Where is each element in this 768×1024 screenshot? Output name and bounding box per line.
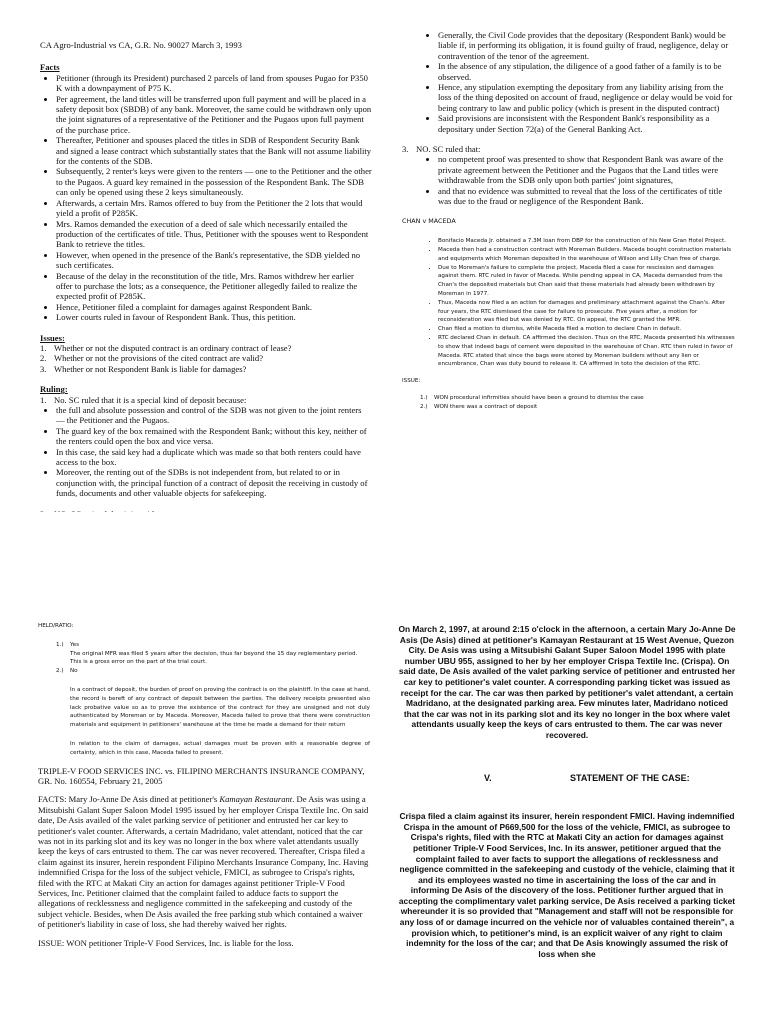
list-item: • Thereafter, Petitioner and spouses placed the titles in SDB of Respondent Security Bank and signed a lease contract which substantially states that the Bank will not assume liability for the contents of the SDB.	[56, 135, 372, 166]
case-title-triple-v: TRIPLE-V FOOD SERVICES INC. vs. FILIPINO MERCHANTS INSURANCE COMPANY, GR. No. 160554, February 21, 2005	[38, 765, 365, 786]
held2-paragraph: In a contract of deposit, the burden of proof on proving the contract is on the plaintiff. In the case at hand, the record is bereft of any contract of deposit between the parties. The delivery receipts presented also lack probative value so as to prove the existence of the contract for they are unsigned and not duly authenticated by Moreman or by Maceda. Moreover, Maceda failed to prove that there were construction materials and equipment in petitioners' warehouse at the time he made a demand for their return	[70, 686, 370, 729]
ruling1-list	[40, 405, 372, 499]
facts-list	[40, 73, 372, 323]
list-item: • The guard key of the box remained with the Respondent Bank; without this key, neither of the renters could open the box and vice versa.	[56, 426, 372, 447]
section-heading	[398, 773, 736, 784]
page-bottom	[0, 512, 768, 1024]
list-item: • Afterwards, a certain Mrs. Ramos offered to buy from the Petitioner the 2 lots that would yield a profit of P285K.	[56, 198, 372, 219]
bottom-right-column	[398, 624, 736, 1022]
list-item: • Mrs. Ramos demanded the execution of a deed of sale which necessarily entailed the production of the certificates of title. Thus, Petitioner with the spouses went to Respondent Bank to retrieve the titles.	[56, 219, 372, 250]
case-title-chan-maceda: CHAN v MACEDA	[402, 216, 456, 225]
ruling-header: Ruling:	[40, 384, 68, 395]
section-title: STATEMENT OF THE CASE:	[570, 772, 690, 783]
list-item: • and that no evidence was submitted to reveal that the loss of the certificates of title was due to the fraud or negligence of the Respondent Bank.	[438, 186, 736, 207]
ruling-item: 3. NO. SC ruled that:	[402, 144, 481, 155]
list-item: • Hence, any stipulation exempting the depositary from any liability arising from the loss of the thing deposited on account of fraud, negligence or delay would be void for being contrary to law and public policy (which is present in the disputed contract)	[438, 82, 736, 113]
list-item: • Due to Moreman's failure to complete the project, Maceda filed a case for rescission and damages against them. RTC ruled in favor of Maceda. While pending appeal in CA, Maceda demanded from the Chan's the deposited materials but Chan said that these materials had already been withdrawn by Moreman in 1977.	[438, 264, 736, 299]
held-label: HELD/RATIO:	[38, 623, 74, 629]
top-left-column	[40, 40, 372, 510]
statement-of-case-text: Crispa filed a claim against its insurer, herein respondent FMICI. Having indemnified Crispa in the amount of P669,500 for the loss of the vehicle, FMICI, as subrogee to Crispa's rights, filed with the RTC at Makati City an action for damages against petitioner Triple-V Food Services, Inc. In its answer, petitioner argued that the complaint failed to aver facts to support the allegations of recklessness and negligence committed in the safekeeping and custody of the vehicle, claiming that it and its employees wasted no time in ascertaining the loss of the car and in informing De Asis of the discovery of the loss. Petitioner further argued that in accepting the complimentary valet parking service, De Asis received a parking ticket whereunder it is so provided that "Management and staff will not be responsible for any loss of or damage incurred on the vehicle nor of valuables contained therein", a provision which, to petitioner's mind, is an explicit waiver of any right to claim indemnity for the loss of the car; and that De Asis knowingly assumed the risk of loss when she	[398, 811, 736, 959]
held2-damages-paragraph: In relation to the claim of damages, actual damages must be proven with a reasonable degree of certainty, which in this case, Maceda failed to present.	[70, 740, 370, 756]
triple-v-issue: ISSUE: WON petitioner Triple-V Food Services, Inc. is liable for the loss.	[38, 937, 294, 948]
list-item: • Hence, Petitioner filed a complaint for damages against Respondent Bank.	[56, 302, 372, 312]
list-item: • However, when opened in the presence of the Bank's representative, the SDB yielded no such certificates.	[56, 250, 372, 271]
issues-header: Issues:	[40, 332, 65, 343]
list-item: • Thus, Maceda now filed a an action for damages and preliminary attachment against the Chan's. After four years, the RTC dismissed the case for failure to prosecute. Five years after, a motion for reconsideration was filed but was denied by RTC. On appeal, the RTC granted the MFR.	[438, 299, 736, 325]
issue-item: 2. Whether or not the provisions of the cited contract are valid?	[40, 353, 264, 364]
held-item: 1.) Yes	[56, 641, 80, 648]
list-item: • RTC declared Chan in default. CA affirmed the decision. Thus on the RTC, Maceda presented his witnesses to show that indeed bags of cement were deposited in the warehouse of Chan. RTC then ruled in favor of Maceda. RTC stated that since the bags were stored by Moreman builders without any lien or encumbrance, Chan was duty bound to release it. CA affirmed in toto the decision of the RTC.	[438, 334, 736, 369]
list-item: • Said provisions are inconsistent with the Respondent Bank's responsibility as a depositary under Section 72(a) of the General Banking Act.	[438, 113, 736, 134]
list-item: • Generally, the Civil Code provides that the depositary (Respondent Bank) would be liable if, in performing its obligation, it is found guilty of fraud, negligence, delay or contravention of the tenor of the agreement.	[438, 30, 736, 61]
issue-label: ISSUE:	[402, 378, 421, 385]
list-item: • Lower courts ruled in favour of Respondent Bank. Thus, this petition.	[56, 312, 372, 322]
liability-list	[402, 30, 736, 134]
list-item: • Because of the delay in the reconstitution of the title, Mrs. Ramos withdrew her earlier offer to purchase the lots; as a consequence, the Petitioner allegedly failed to realize the expected profit of P285K.	[56, 271, 372, 302]
case-title-ca-agro: CA Agro-Industrial vs CA, G.R. No. 90027 March 3, 1993	[40, 40, 242, 50]
triple-v-intro: On March 2, 1997, at around 2:15 o'clock in the afternoon, a certain Mary Jo-Anne De Asis (De Asis) dined at petitioner's Kamayan Restaurant at 15 West Avenue, Quezon City. De Asis was using a Mitsubishi Galant Super Saloon Model 1995 with plate number UBU 955, assigned to her by her employer Crispa Textile Inc. (Crispa). On said date, De Asis availed of the valet parking service of petitioner and entrusted her car key to petitioner's valet counter. A corresponding parking ticket was issued as receipt for the car. The car was then parked by petitioner's valet attendant, a certain Madridano, at the designated parking area. Few minutes later, Madridano noticed that the car was not in its parking slot and its key no longer in the box where valet attendants usually keep the keys of cars entrusted to them. The car was never recovered.	[398, 624, 736, 740]
list-item: • Bonifacio Maceda Jr. obtained a 7.3M loan from DBP for the construction of his New Gran Hotel Project.	[438, 237, 736, 246]
list-item: • no competent proof was presented to show that Respondent Bank was aware of the private agreement between the Petitioner and the Pugaos that the Land titles were withdrawable from the SDB only upon both parties' joint signatures,	[438, 154, 736, 185]
list-item: • Chan filed a motion to dismiss, while Maceda filed a motion to declare Chan in default.	[438, 325, 736, 334]
list-item: • Moreover, the renting out of the SDBs is not independent from, but related to or in conjunction with, the principal function of a contract of deposit the receiving in custody of funds, documents and other valuable objects for safekeeping.	[56, 467, 372, 498]
triple-v-facts: FACTS: Mary Jo-Anne De Asis dined at petitioner's Kamayan Restaurant. De Asis was using a Mitsubishi Galant Super Saloon Model 1995 issued by her employer Crispa Textile Inc. On said date, De Asis availed of the valet parking service of petitioner and entrusted her car key to petitioner's valet counter. Afterwards, a certain Madridano, valet attendant, noticed that the car was not in its parking slot and its key was no longer in the box where valet attendants usually keep the keys of cars entrusted to them. The car was never recovered. Thereafter, Crispa filed a claim against its insurer, herein respondent Filipino Merchants Insurance Company, Inc. Having indemnified Crispa for the loss of the subject vehicle, FMICI, as subrogee to Crispa's rights, filed with the RTC at Makati City an action for damages against petitioner Triple-V Food Services, Inc. Petitioner claimed that the complaint failed to adduce facts to support the allegations of recklessness and negligence committed in the safekeeping and custody of the subject vehicle. Besides, when De Asis availed the free parking stub which contained a waiver of petitioner's liability in case of loss, she had thereby waived her rights.	[38, 794, 369, 930]
top-right-column	[402, 30, 736, 510]
held1-detail: The original MFR was filed 5 years after the decision, thus far beyond the 15 day reglementary period. This is a gross error on the part of the trial court.	[70, 650, 358, 666]
ruling3-list	[402, 154, 736, 206]
list-item: • In the absence of any stipulation, the diligence of a good father of a family is to be observed.	[438, 61, 736, 82]
held-item: 2.) No	[56, 668, 78, 675]
list-item: • Petitioner (through its President) purchased 2 parcels of land from spouses Pugao for P350 K with a downpayment of P75 K.	[56, 73, 372, 94]
list-item: • Per agreement, the land titles will be transferred upon full payment and will be placed in a safety deposit box (SBDB) of any bank. Moreover, the same could be withdrawn only upon the joint signatures of a representative of the Petitioner and the Pugaos upon full payment of the purchase price.	[56, 94, 372, 136]
issue-item: 1.) WON procedural infirmities should have been a ground to dismiss the case	[420, 395, 644, 402]
list-item: • In this case, the said key had a duplicate which was made so that both renters could have access to the box.	[56, 447, 372, 468]
issue-item: 3. Whether or not Respondent Bank is liable for damages?	[40, 363, 247, 374]
issue-item: 1. Whether or not the disputed contract is an ordinary contract of lease?	[40, 342, 292, 353]
chan-facts-list	[402, 237, 736, 369]
list-item: • Subsequently, 2 renter's keys were given to the renters — one to the Petitioner and the other to the Pugaos. A guard key remained in the possession of the Respondent Bank. The SDB can only be opened using these 2 keys simultaneously.	[56, 166, 372, 197]
ruling-item: 1. No. SC ruled that it is a special kind of deposit because:	[40, 394, 247, 405]
facts-header: Facts	[40, 62, 60, 73]
list-item: • the full and absolute possession and control of the SDB was not given to the joint renters — the Petitioner and the Pugaos.	[56, 405, 372, 426]
issue-item: 2.) WON there was a contract of deposit	[420, 403, 538, 410]
section-number: V.	[484, 772, 492, 783]
list-item: • Maceda then had a construction contract with Moreman Builders. Maceda bought construction materials and equipments which Moreman deposited in the warehouse of Wilson and Lilly Chan free of charge.	[438, 246, 736, 264]
bottom-left-column	[38, 622, 370, 1022]
